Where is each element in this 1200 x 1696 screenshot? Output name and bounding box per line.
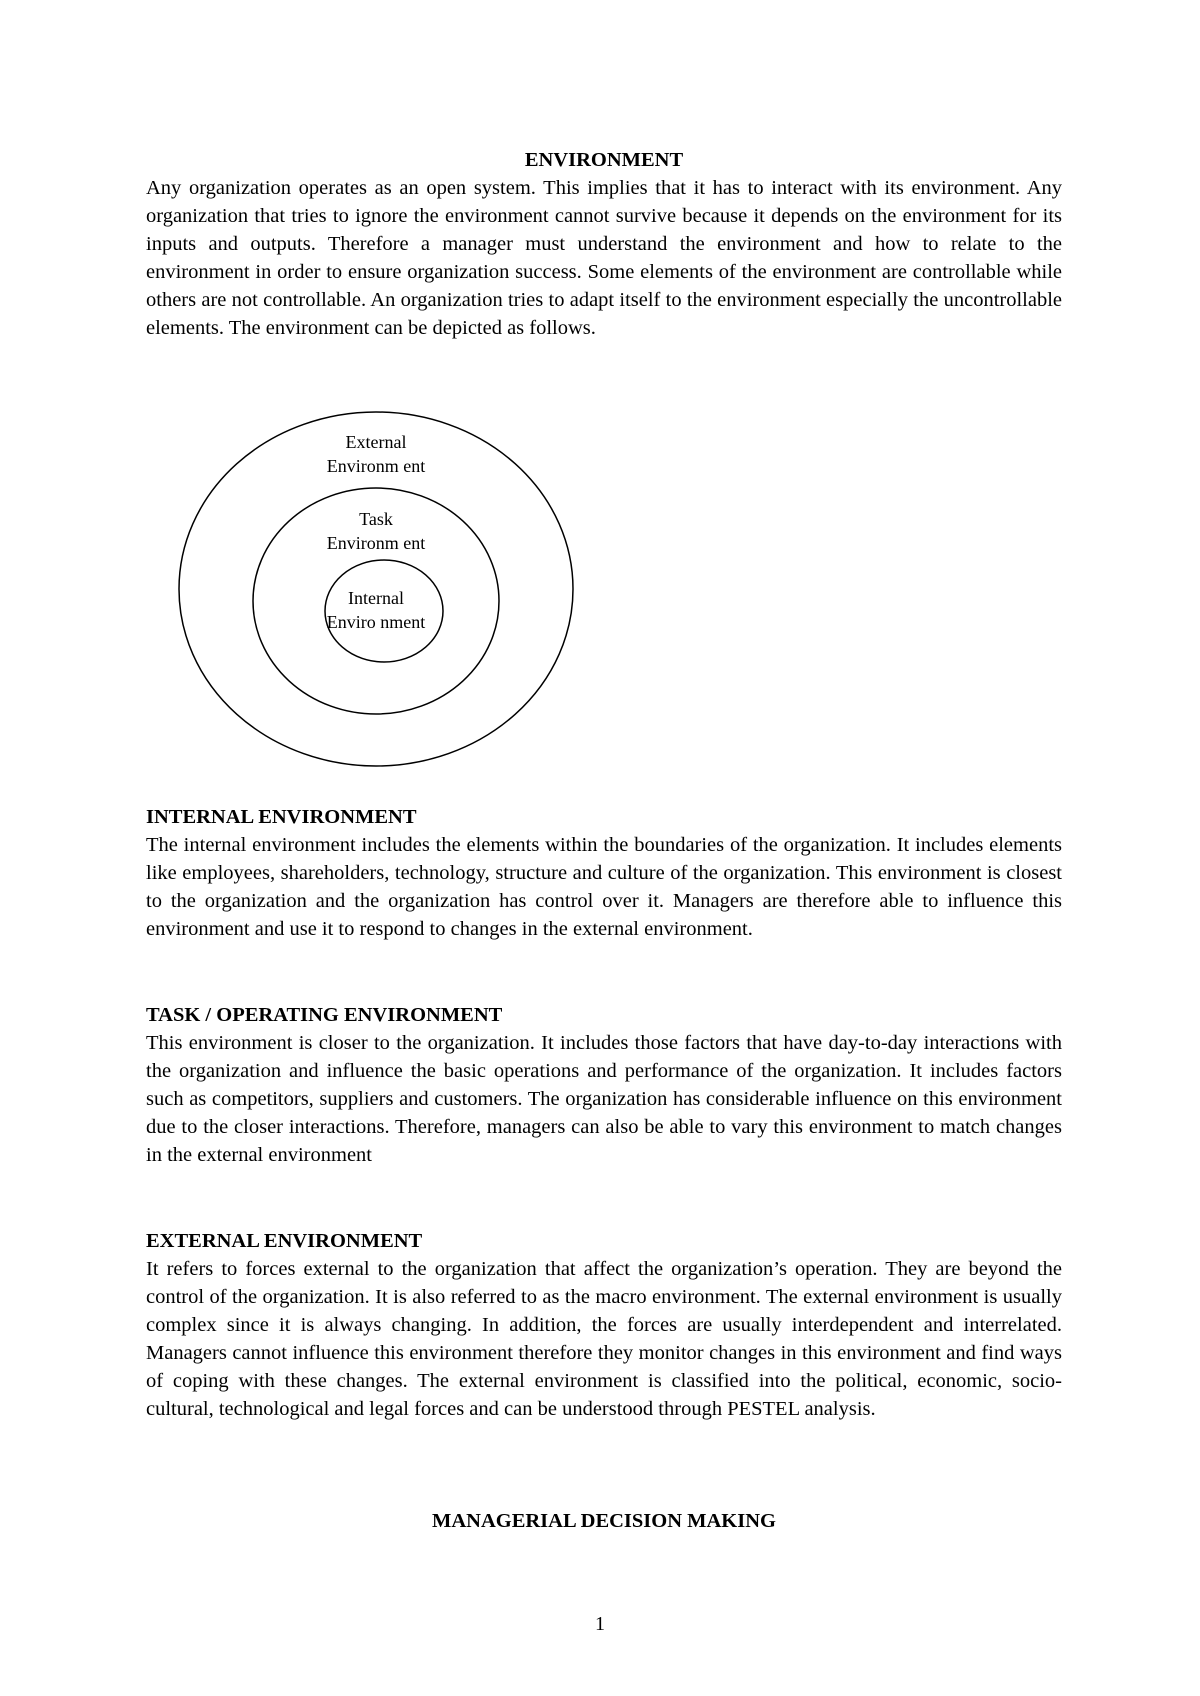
- task-environment-section: [146, 1001, 1062, 1169]
- environment-diagram: [178, 411, 574, 767]
- task-environment-heading: TASK / OPERATING ENVIRONMENT: [146, 1004, 503, 1026]
- managerial-decision-making-heading: MANAGERIAL DECISION MAKING: [432, 1510, 776, 1532]
- external-environment-heading: EXTERNAL ENVIRONMENT: [146, 1230, 423, 1252]
- page-number: 1: [595, 1613, 605, 1635]
- external-environment-paragraph: It refers to forces external to the organization that affect the organization’s operation. They are beyond the control of the organization. It is also referred to as the macro environment. The external environment is usually complex since it is always changing. In addition, the forces are usually interdependent and interrelated. Managers cannot influence this environment therefore they monitor changes in this environment and find ways of coping with these changes. The external environment is classified into the political, economic, socio-cultural, technological and legal forces and can be understood through PESTEL analysis.: [146, 1258, 1062, 1420]
- external-environment-label: External Environm ent: [326, 432, 426, 476]
- intro-paragraph: Any organization operates as an open system. This implies that it has to interact with its environment. Any organization that tries to ignore the environment cannot survive because it depends on the environment for its inputs and outputs. Therefore a manager must understand the environment and how to relate to the environment in order to ensure organization success. Some elements of the environment are controllable while others are not controllable. An organization tries to adapt itself to the environment especially the uncontrollable elements. The environment can be depicted as follows.: [146, 177, 1062, 339]
- intro-section: [146, 174, 1062, 342]
- external-environment-section: [146, 1227, 1062, 1423]
- task-environment-paragraph: This environment is closer to the organization. It includes those factors that have day-to-day interactions with the organization and influence the basic operations and performance of the organization. It includes factors such as competitors, suppliers and customers. The organization has considerable influence on this environment due to the closer interactions. Therefore, managers can also be able to vary this environment to match changes in the external environment: [146, 1032, 1062, 1166]
- task-environment-label: Task Environm ent: [326, 509, 426, 553]
- internal-environment-heading: INTERNAL ENVIRONMENT: [146, 806, 417, 828]
- internal-environment-section: [146, 803, 1062, 943]
- internal-environment-label: Internal Enviro nment: [326, 588, 426, 632]
- internal-environment-paragraph: The internal environment includes the elements within the boundaries of the organization. It includes elements like employees, shareholders, technology, structure and culture of the organization. This environment is closest to the organization and the organization has control over it. Managers are therefore able to influence this environment and use it to respond to changes in the external environment.: [146, 834, 1062, 940]
- page-title: ENVIRONMENT: [524, 149, 684, 171]
